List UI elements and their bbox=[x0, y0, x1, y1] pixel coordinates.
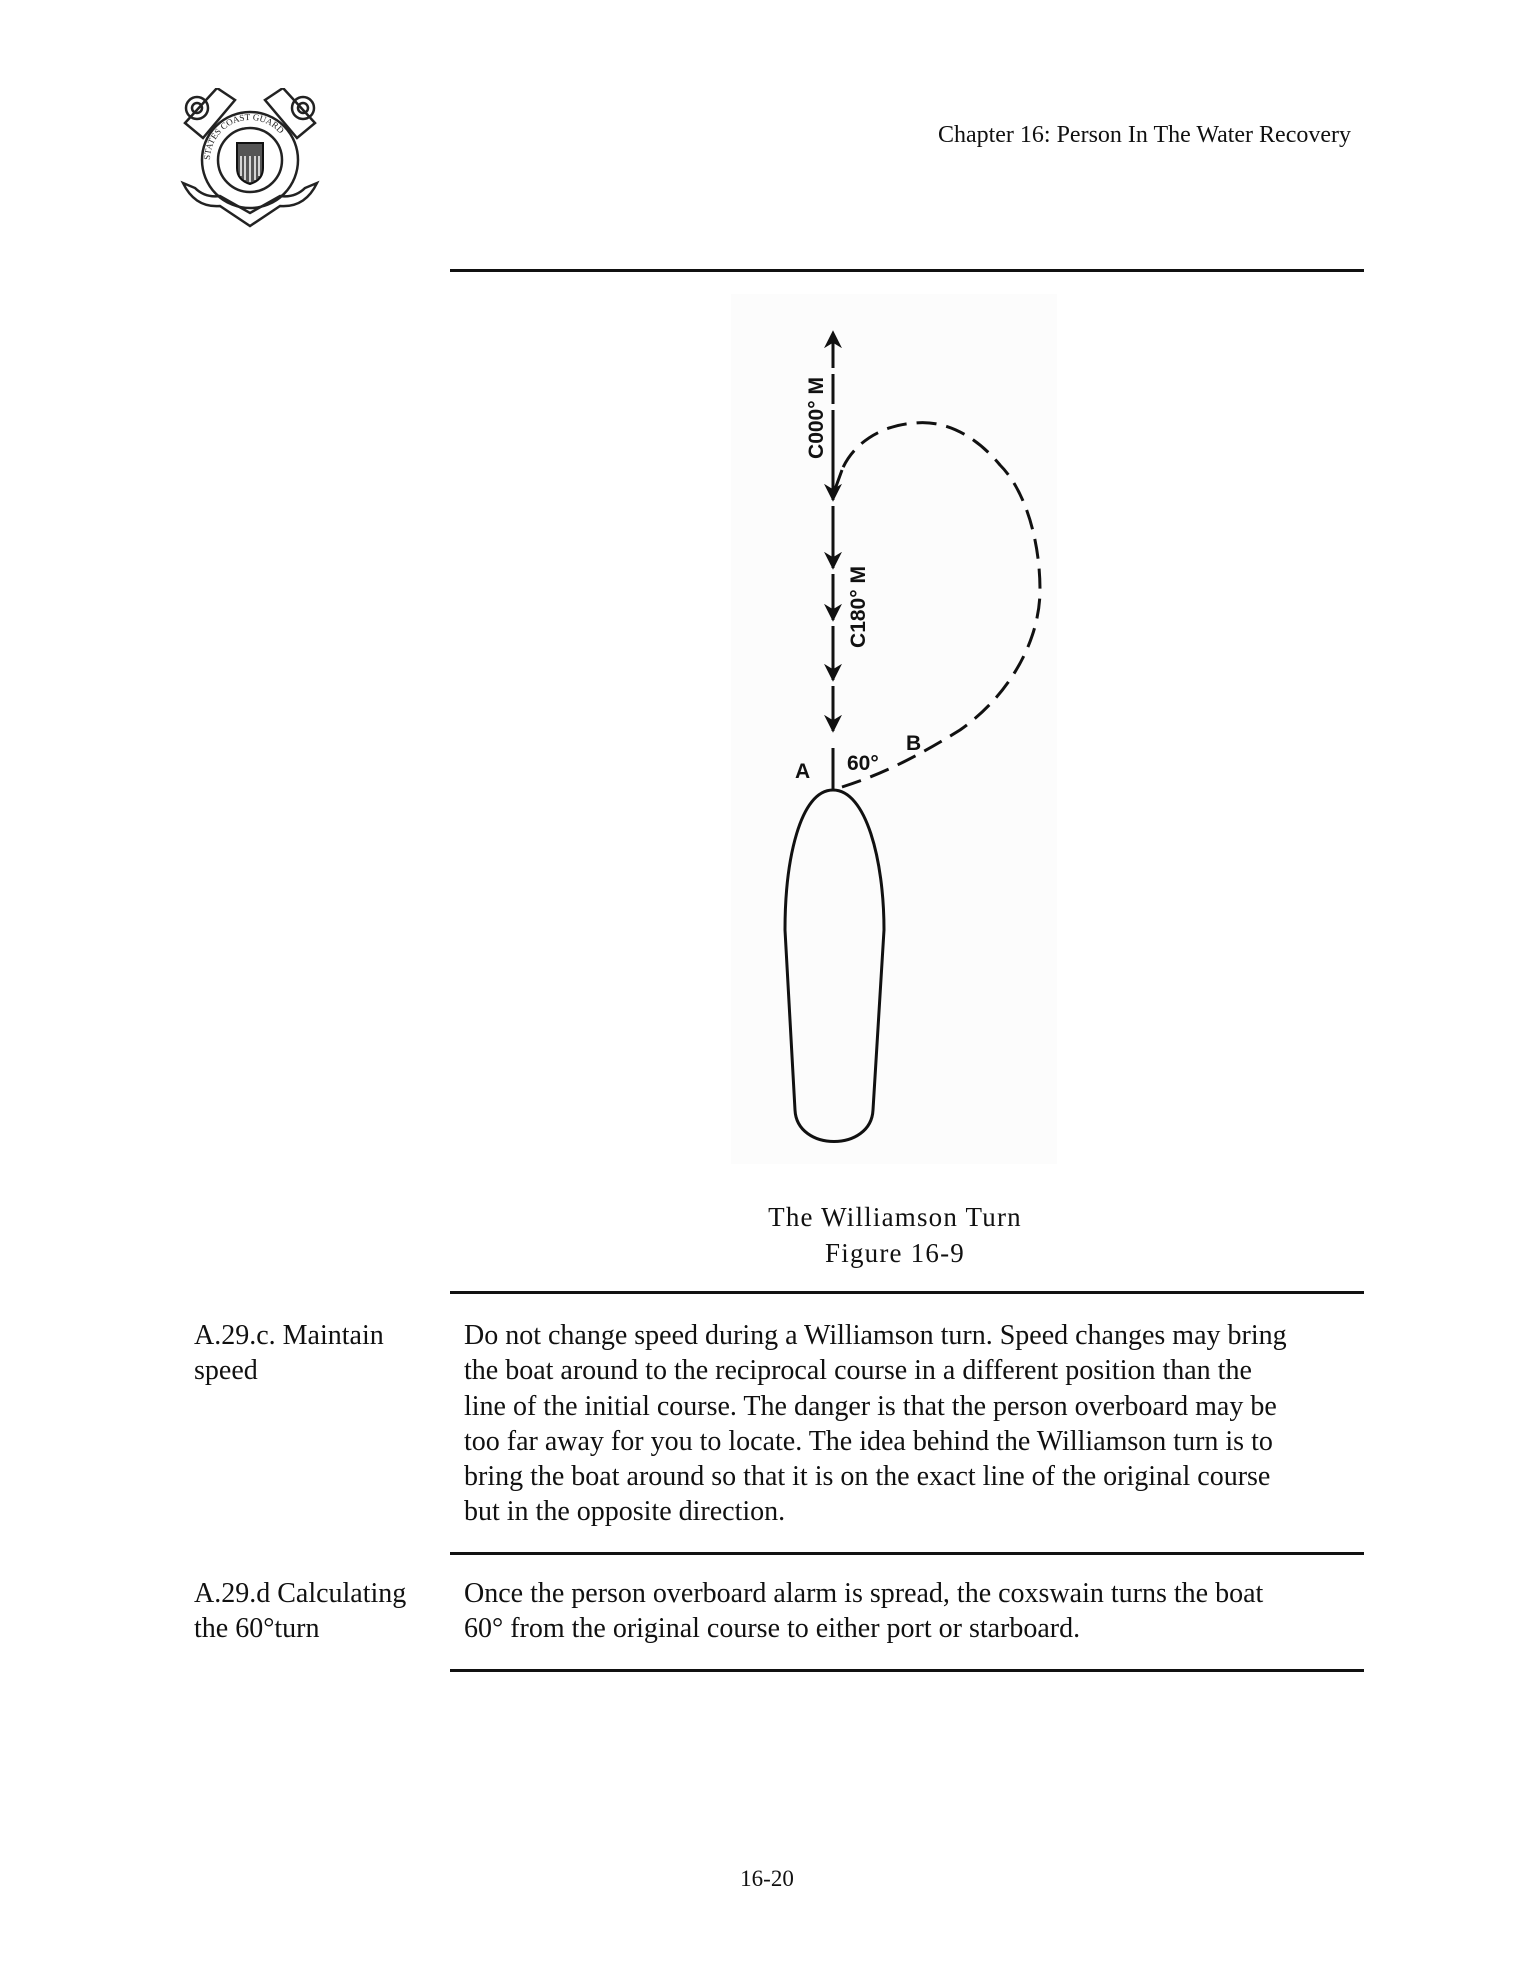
svg-text:STATES COAST GUARD: STATES COAST GUARD bbox=[201, 111, 287, 161]
body-line: bring the boat around so that it is on the exact line of the original course bbox=[464, 1461, 1271, 1493]
body-line: but in the opposite direction. bbox=[464, 1496, 786, 1528]
label-line: the 60°turn bbox=[194, 1613, 320, 1645]
point-b-label: B bbox=[906, 732, 922, 755]
section-rule bbox=[450, 1552, 1364, 1555]
section-label-calculating-turn bbox=[194, 1576, 406, 1647]
body-line: line of the initial course. The danger is that the person overboard may be bbox=[464, 1390, 1277, 1422]
body-line: Do not change speed during a Williamson turn. Speed changes may bring bbox=[464, 1320, 1287, 1351]
figure-caption-title: The Williamson Turn bbox=[768, 1202, 1022, 1232]
section-rule bbox=[450, 1669, 1364, 1672]
section-body-maintain-speed bbox=[464, 1318, 1287, 1530]
section-body-calculating-turn bbox=[464, 1576, 1263, 1647]
figure-background bbox=[731, 294, 1057, 1164]
course-north-label: C000° M bbox=[805, 377, 828, 459]
body-line: 60° from the original course to either port or starboard. bbox=[464, 1613, 1081, 1645]
angle-label: 60° bbox=[847, 752, 879, 775]
section-label-maintain-speed bbox=[194, 1318, 384, 1389]
label-line: A.29.d Calculating bbox=[194, 1578, 407, 1609]
label-line: A.29.c. Maintain bbox=[194, 1320, 384, 1351]
body-line: too far away for you to locate. The idea behind the Williamson turn is to bbox=[464, 1425, 1273, 1457]
label-line: speed bbox=[194, 1355, 258, 1387]
course-south-label: C180° M bbox=[847, 566, 870, 648]
body-line: the boat around to the reciprocal course in a different position than the bbox=[464, 1355, 1252, 1387]
body-line: Once the person overboard alarm is spread, the coxswain turns the boat bbox=[464, 1578, 1264, 1609]
figure-caption-number: Figure 16-9 bbox=[825, 1238, 965, 1268]
section-rule bbox=[450, 1291, 1364, 1294]
chapter-title: Chapter 16: Person In The Water Recovery bbox=[937, 122, 1351, 148]
point-a-label: A bbox=[795, 760, 811, 783]
page-number: 16-20 bbox=[740, 1866, 794, 1891]
